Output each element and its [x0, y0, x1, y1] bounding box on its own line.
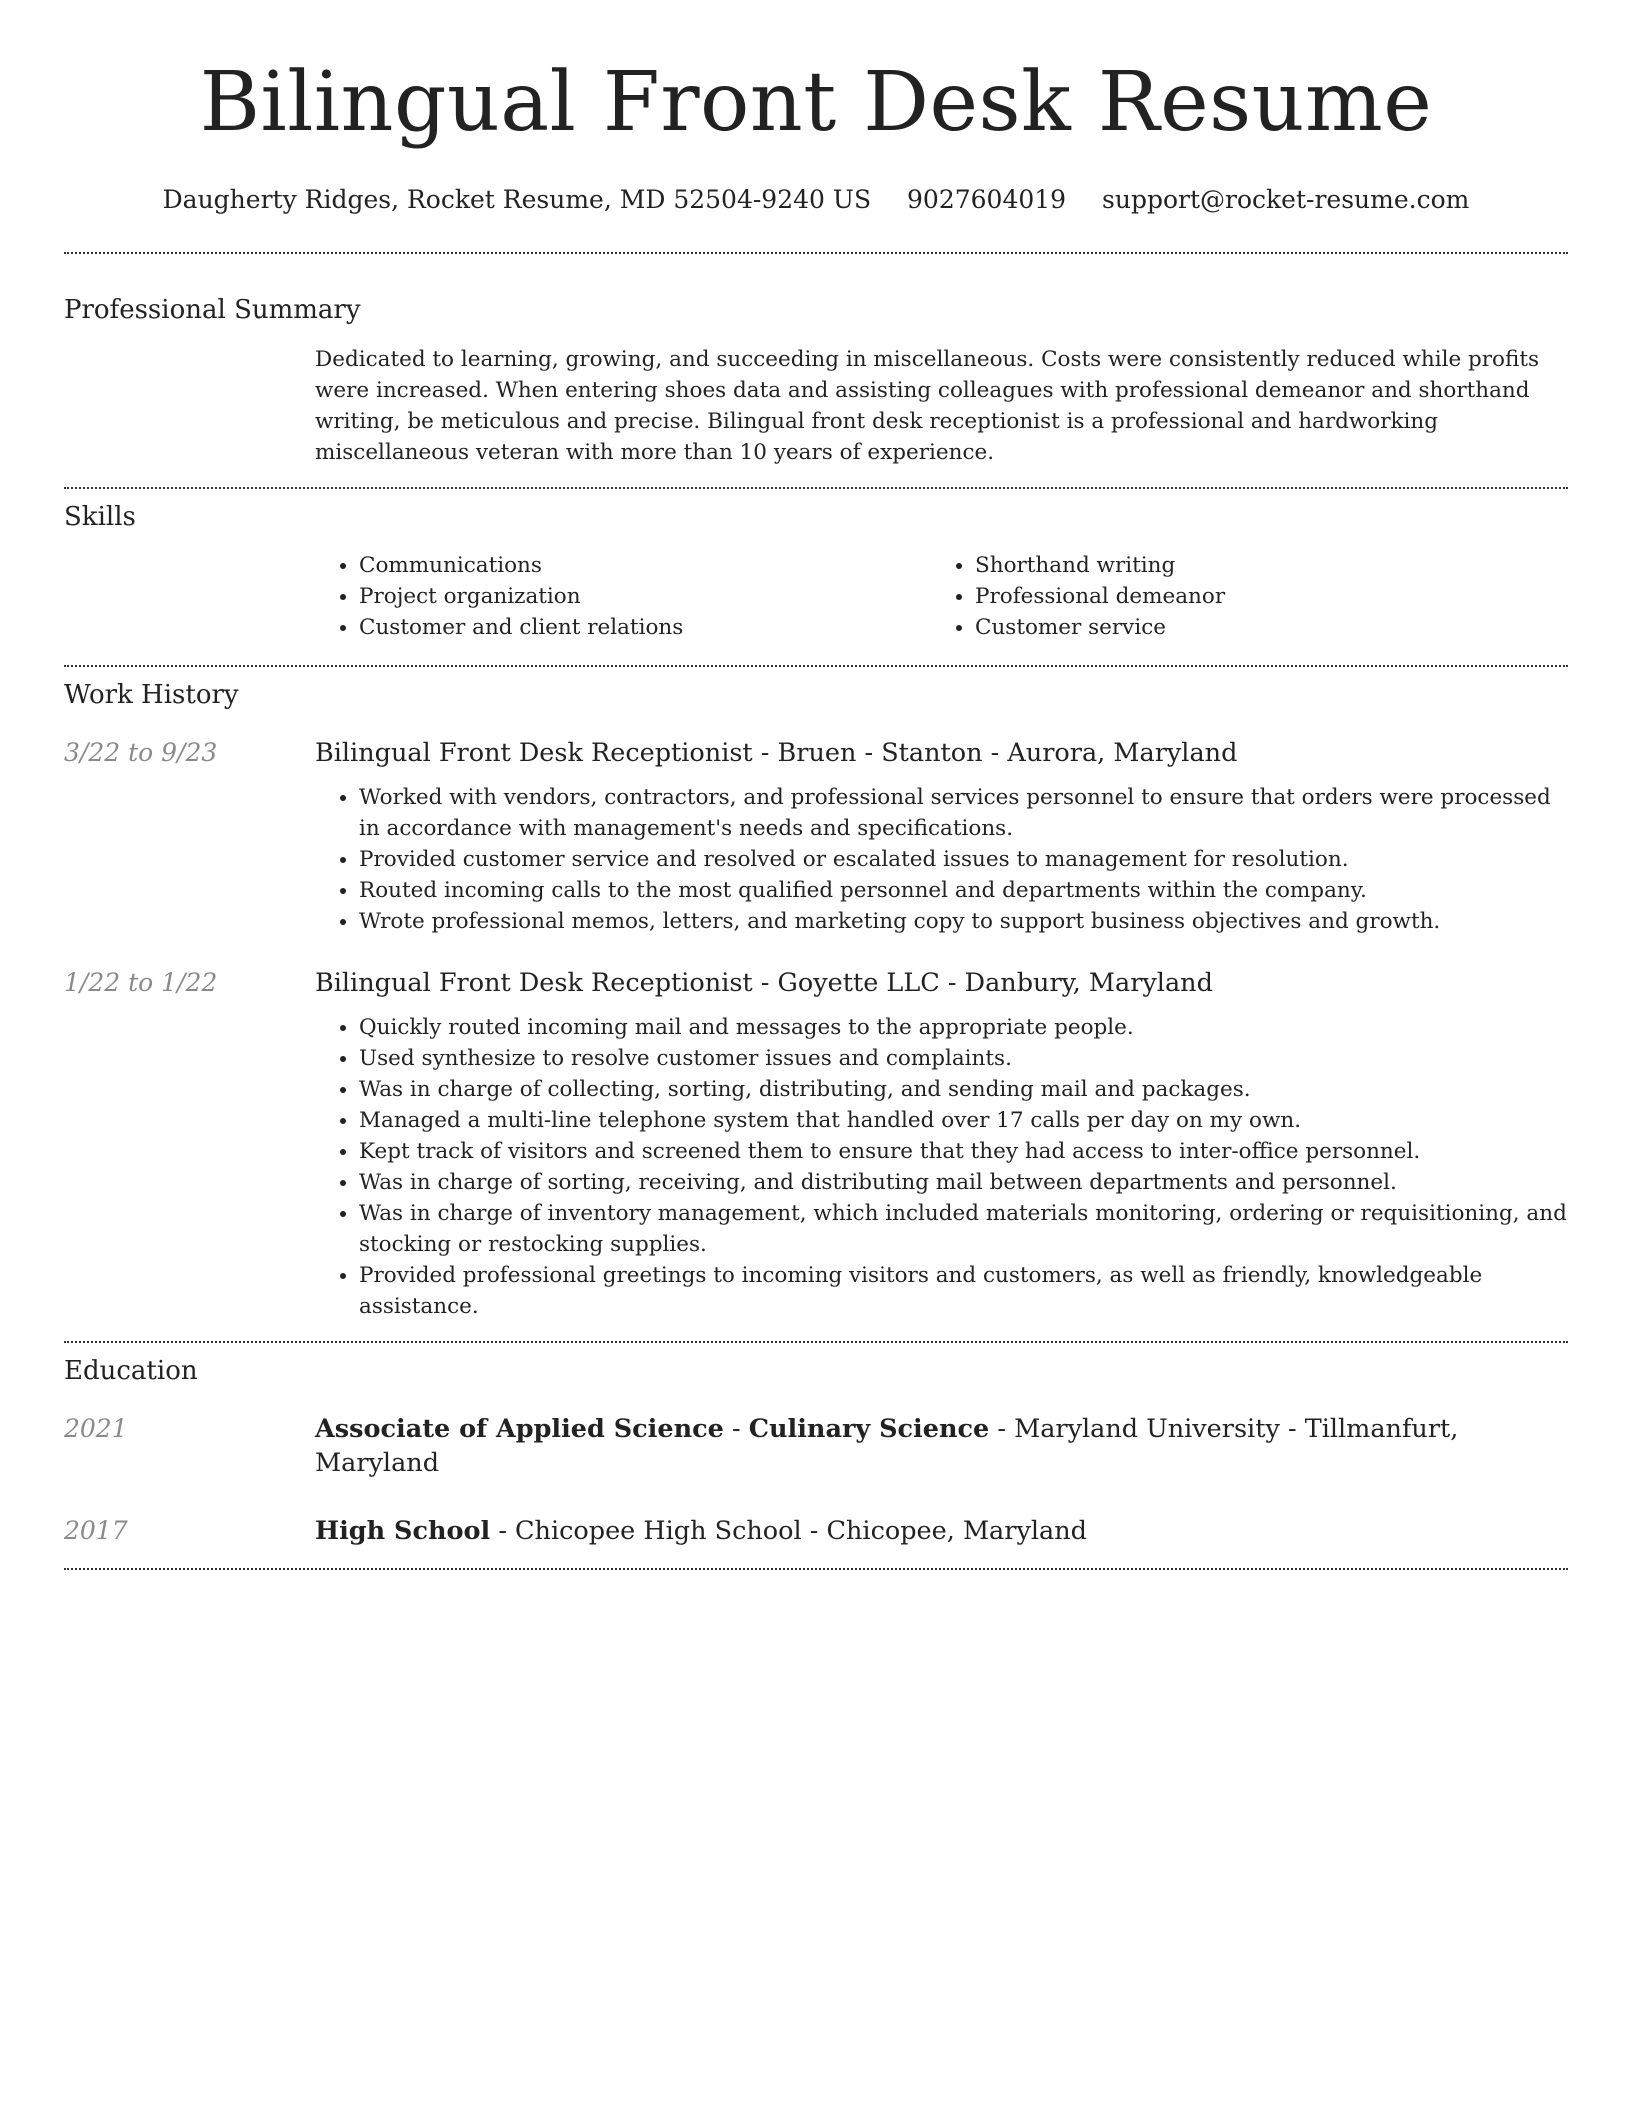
- education-line: Associate of Applied Science - Culinary Science - Maryland University - Tillmanfurt, Maryland: [315, 1414, 1459, 1478]
- education-degree: Associate of Applied Science: [315, 1414, 724, 1444]
- job-bullet: • Kept track of visitors and screened them to ensure that they had access to inter-office personnel.: [359, 1136, 1568, 1167]
- skill-item: • Project organization: [359, 581, 931, 612]
- job-bullet: • Worked with vendors, contractors, and professional services personnel to ensure that orders were processed in accordance with management's needs and specifications.: [359, 782, 1568, 844]
- contact-line: [64, 182, 1568, 218]
- job-bullet: • Routed incoming calls to the most qualified personnel and departments within the company.: [359, 875, 1568, 906]
- job-bullet: • Managed a multi-line telephone system that handled over 17 calls per day on my own.: [359, 1105, 1568, 1136]
- education-location: Chicopee, Maryland: [826, 1516, 1087, 1546]
- job-title-line: Bilingual Front Desk Receptionist - Goyette LLC - Danbury, Maryland: [315, 968, 1213, 998]
- job-title: Bilingual Front Desk Receptionist: [315, 968, 753, 998]
- job-bullet: • Was in charge of sorting, receiving, and distributing mail between departments and personnel.: [359, 1167, 1568, 1198]
- job-bullet: • Provided customer service and resolved or escalated issues to management for resolution.: [359, 844, 1568, 875]
- job-employer: Goyette LLC: [777, 968, 940, 998]
- skill-item: • Customer and client relations: [359, 612, 931, 643]
- job-bullet: • Was in charge of inventory management, which included materials monitoring, ordering or requisitioning, and stocking or restocking supplies.: [359, 1198, 1568, 1260]
- education-field: Culinary Science: [748, 1414, 990, 1444]
- divider: [64, 1568, 1568, 1570]
- divider: [64, 1341, 1568, 1343]
- job-bullets: [315, 1012, 1568, 1322]
- divider: [64, 487, 1568, 489]
- job-bullet: • Quickly routed incoming mail and messages to the appropriate people.: [359, 1012, 1568, 1043]
- section-heading-education: Education: [64, 1356, 198, 1386]
- job-entry: [64, 966, 1568, 1322]
- skills-column-right: [931, 550, 1547, 643]
- contact-address: Daugherty Ridges, Rocket Resume, MD 52504-9240 US: [162, 185, 872, 214]
- job-dates: 3/22 to 9/23: [64, 738, 218, 767]
- contact-email: support@rocket-resume.com: [1102, 185, 1470, 214]
- section-heading-summary: Professional Summary: [64, 295, 361, 325]
- education-year: 2021: [64, 1414, 128, 1443]
- job-dates: 1/22 to 1/22: [64, 968, 218, 997]
- job-bullet: • Provided professional greetings to incoming visitors and customers, as well as friendly, knowledgeable assistance.: [359, 1260, 1568, 1322]
- job-bullets: [315, 782, 1568, 937]
- skill-item: • Customer service: [975, 612, 1547, 643]
- education-line: High School - Chicopee High School - Chicopee, Maryland: [315, 1516, 1087, 1546]
- skills-column-left: [315, 550, 931, 643]
- job-bullet: • Used synthesize to resolve customer issues and complaints.: [359, 1043, 1568, 1074]
- skill-item: • Shorthand writing: [975, 550, 1547, 581]
- job-bullet: • Wrote professional memos, letters, and marketing copy to support business objectives and growth.: [359, 906, 1568, 937]
- section-heading-skills: Skills: [64, 502, 136, 532]
- contact-phone: 9027604019: [907, 185, 1067, 214]
- job-title: Bilingual Front Desk Receptionist: [315, 738, 753, 768]
- education-year: 2017: [64, 1516, 128, 1545]
- education-school: Chicopee High School: [515, 1516, 802, 1546]
- summary-text: Dedicated to learning, growing, and succeeding in miscellaneous. Costs were consistently reduced while profits were increased. When entering shoes data and assisting colleagues with professional demeanor and shorthand writing, be meticulous and precise. Bilingual front desk receptionist is a professional and hardworking miscellaneous veteran with more than 10 years of experience.: [315, 347, 1539, 465]
- skills-list: [315, 550, 1568, 643]
- divider: [64, 665, 1568, 667]
- skill-item: • Communications: [359, 550, 931, 581]
- job-employer: Bruen - Stanton: [777, 738, 983, 768]
- resume-title: Bilingual Front Desk Resume: [199, 55, 1433, 150]
- divider: [64, 252, 1568, 254]
- education-entry: [64, 1514, 1568, 1548]
- education-degree: High School: [315, 1516, 491, 1546]
- education-entry: [64, 1412, 1568, 1480]
- section-heading-work-history: Work History: [64, 680, 239, 710]
- education-school: Maryland University: [1014, 1414, 1280, 1444]
- job-bullet: • Was in charge of collecting, sorting, distributing, and sending mail and packages.: [359, 1074, 1568, 1105]
- job-location: Danbury, Maryland: [964, 968, 1213, 998]
- education-location: Tillmanfurt, Maryland: [315, 1414, 1459, 1478]
- job-location: Aurora, Maryland: [1007, 738, 1238, 768]
- skill-item: • Professional demeanor: [975, 581, 1547, 612]
- job-entry: [64, 736, 1568, 937]
- job-title-line: Bilingual Front Desk Receptionist - Bruen - Stanton - Aurora, Maryland: [315, 738, 1238, 768]
